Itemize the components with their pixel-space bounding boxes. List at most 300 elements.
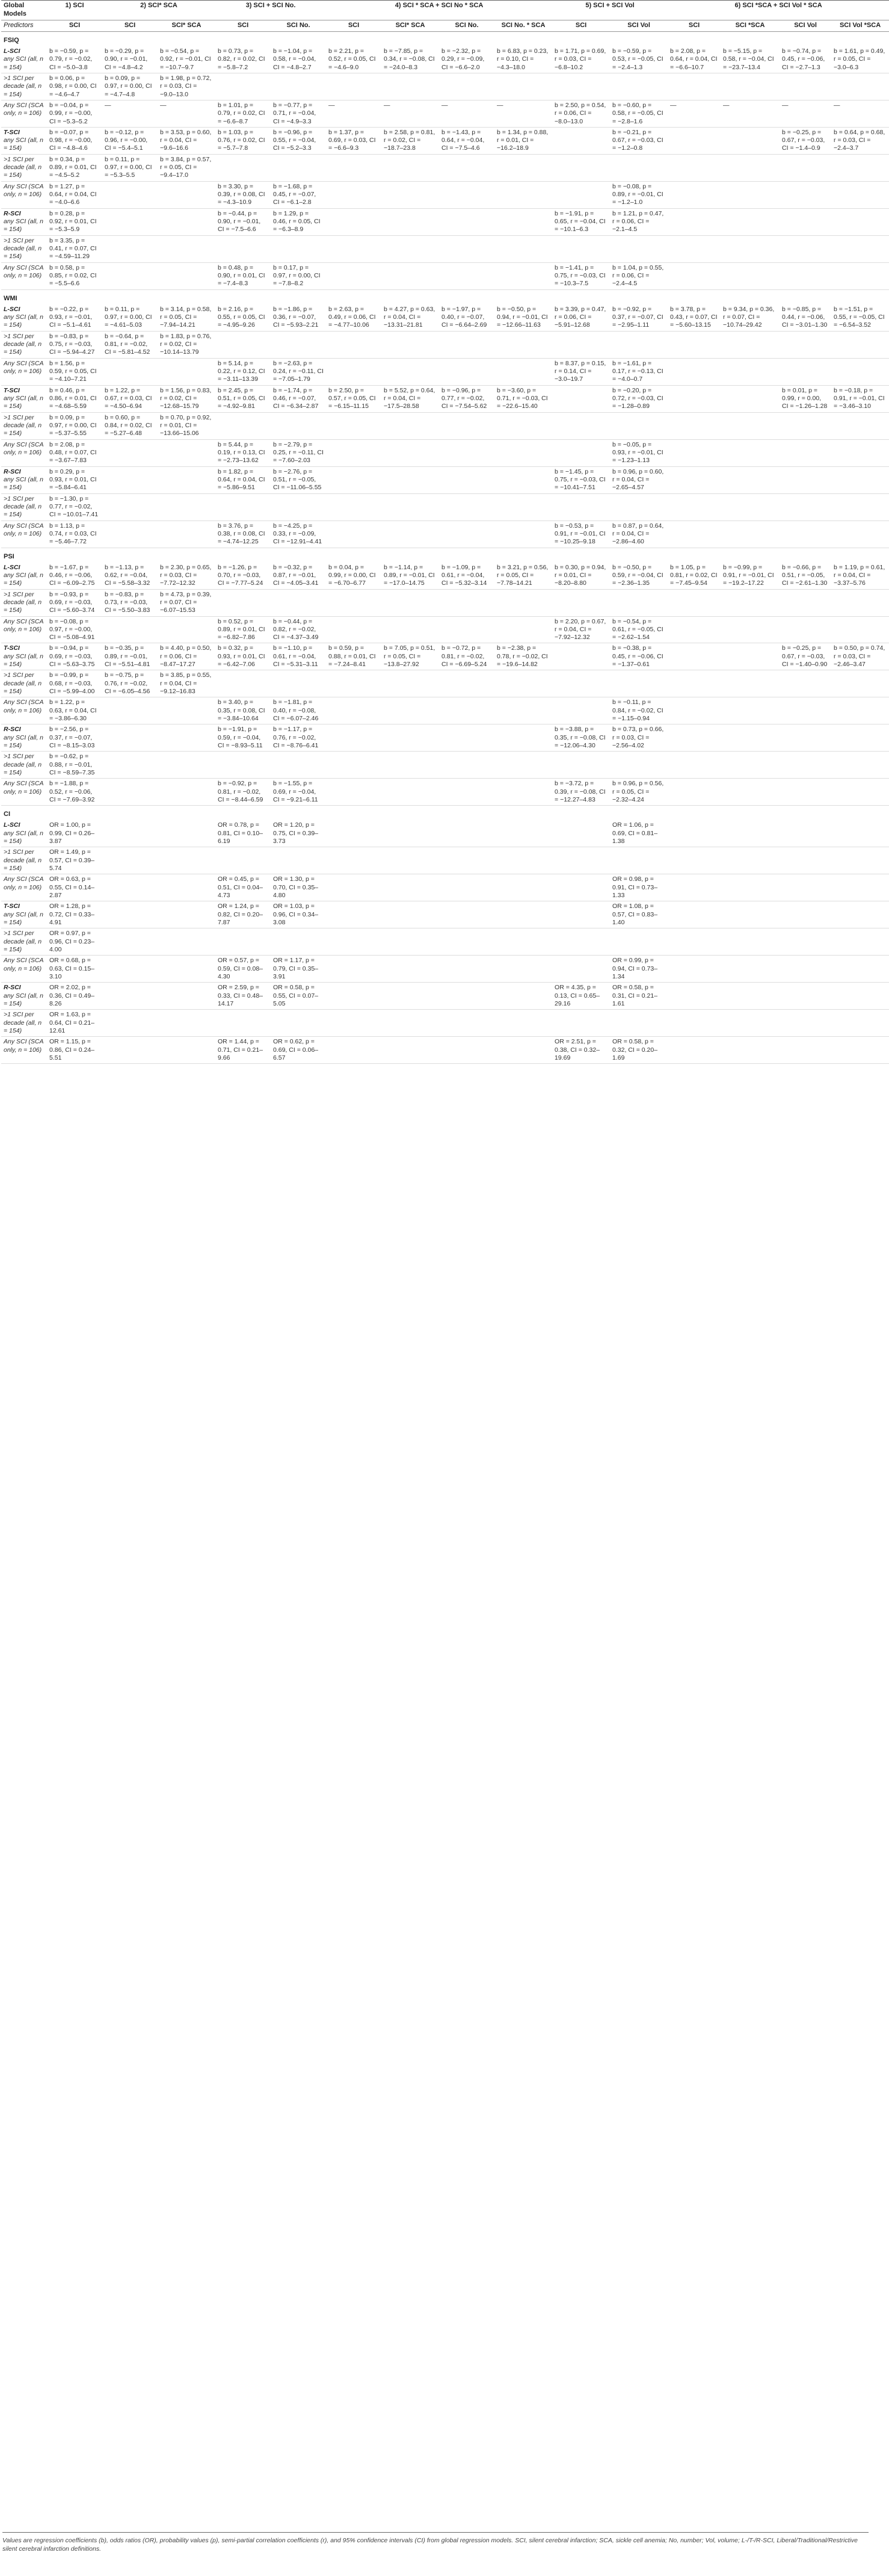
value-cell [721, 1010, 780, 1037]
value-cell [102, 520, 158, 548]
predictor-description: >1 SCI per decade (all, n = 154) [4, 155, 42, 179]
value-cell [552, 385, 610, 412]
table-row [1, 563, 889, 589]
value-cell [439, 235, 494, 262]
predictor-cell [1, 358, 47, 385]
value-cell: b = 1.56, p = 0.59, r = 0.05, CI = −4.10–7.21 [47, 358, 102, 385]
value-cell: b = 2.63, p = 0.49, r = 0.06, CI = −4.77–10.06 [326, 304, 381, 331]
value-cell [780, 616, 831, 643]
value-cell [494, 262, 552, 289]
value-cell [552, 154, 610, 181]
predictor-description: any SCI (all, n = 154) [4, 571, 43, 587]
value-cell [102, 820, 158, 847]
predictor-description: any SCI (all, n = 154) [4, 734, 43, 750]
value-cell: b = 1.29, p = 0.46, r = 0.05, CI = −6.3–8.9 [271, 208, 326, 235]
value-cell [831, 493, 889, 520]
value-cell [831, 181, 889, 208]
value-cell [494, 983, 552, 1010]
value-cell [102, 493, 158, 520]
value-cell [215, 154, 271, 181]
value-cell [721, 820, 780, 847]
value-cell [668, 262, 721, 289]
value-cell: b = 3.84, p = 0.57, r = 0.05, CI = −9.4–17.0 [158, 154, 215, 181]
predictor-description: Any SCI (SCA only, n = 106) [4, 264, 44, 280]
value-cell [831, 697, 889, 724]
value-cell [439, 1037, 494, 1064]
value-cell [721, 493, 780, 520]
predictor-cell [1, 616, 47, 643]
value-cell: b = −1.41, p = 0.75, r = −0.03, CI = −10.3–7.5 [552, 262, 610, 289]
value-cell [158, 1037, 215, 1064]
value-cell [494, 466, 552, 493]
value-cell: b = −1.91, p = 0.65, r = −0.04, CI = −10.1–6.3 [552, 208, 610, 235]
column-header: SCI No. * SCA [494, 20, 552, 31]
predictor-cell [1, 46, 47, 73]
value-cell [552, 956, 610, 983]
value-cell: — [494, 100, 552, 127]
column-header: SCI Vol *SCA [831, 20, 889, 31]
value-cell [102, 358, 158, 385]
predictor-cell [1, 589, 47, 616]
value-cell [494, 697, 552, 724]
value-cell [326, 820, 381, 847]
value-cell [439, 412, 494, 439]
predictor-cell [1, 208, 47, 235]
value-cell [721, 1037, 780, 1064]
value-cell: b = −0.22, p = 0.93, r = −0.01, CI = −5.1–4.61 [47, 304, 102, 331]
value-cell: b = 1.22, p = 0.63, r = 0.04, CI = −3.86–6.30 [47, 697, 102, 724]
value-cell [271, 670, 326, 697]
column-header: SCI No. [439, 20, 494, 31]
predictor-cell [1, 412, 47, 439]
value-cell [668, 208, 721, 235]
value-cell: b = −0.35, p = 0.89, r = −0.01, CI = −5.51–4.81 [102, 643, 158, 670]
value-cell [439, 697, 494, 724]
predictor-cell [1, 956, 47, 983]
value-cell [158, 208, 215, 235]
value-cell [780, 493, 831, 520]
value-cell [271, 235, 326, 262]
value-cell [610, 1010, 668, 1037]
value-cell [158, 901, 215, 928]
predictor-cell [1, 73, 47, 100]
value-cell [215, 493, 271, 520]
value-cell: b = −4.25, p = 0.33, r = −0.09, CI = −12.91–4.41 [271, 520, 326, 548]
value-cell [831, 154, 889, 181]
predictor-description: >1 SCI per decade (all, n = 154) [4, 413, 42, 437]
value-cell: b = 0.46, p = 0.86, r = 0.01, CI = −4.68–5.59 [47, 385, 102, 412]
value-cell [780, 73, 831, 100]
value-cell [158, 520, 215, 548]
value-cell: b = 0.17, p = 0.97, r = 0.00, CI = −7.8–8.2 [271, 262, 326, 289]
value-cell [158, 262, 215, 289]
value-cell [381, 208, 439, 235]
section-label: PSI [4, 552, 14, 560]
value-cell: b = −1.81, p = 0.40, r = −0.08, CI = −6.07–2.46 [271, 697, 326, 724]
value-cell [439, 983, 494, 1010]
value-cell: b = −0.18, p = 0.91, r = −0.01, CI = −3.46–3.10 [831, 385, 889, 412]
value-cell: b = 0.58, p = 0.85, r = 0.02, CI = −5.5–6.6 [47, 262, 102, 289]
model-header: 2) SCI* SCA [102, 1, 215, 20]
value-cell: b = 4.27, p = 0.63, r = 0.04, CI = −13.31–21.81 [381, 304, 439, 331]
value-cell: OR = 0.57, p = 0.59, CI = 0.08–4.30 [215, 956, 271, 983]
value-cell: b = 1.71, p = 0.69, r = 0.03, CI = −6.8–10.2 [552, 46, 610, 73]
value-cell [780, 181, 831, 208]
value-cell: b = −1.14, p = 0.89, r = −0.01, CI = −17.0–14.75 [381, 563, 439, 589]
value-cell [552, 331, 610, 358]
value-cell: b = 0.04, p = 0.99, r = 0.00, CI = −6.70–6.77 [326, 563, 381, 589]
value-cell: b = 1.83, p = 0.76, r = 0.02, CI = −10.14–13.79 [158, 331, 215, 358]
value-cell [439, 928, 494, 956]
value-cell: b = 2.30, p = 0.65, r = 0.03, CI = −7.72–12.32 [158, 563, 215, 589]
value-cell: b = −0.08, p = 0.89, r = −0.01, CI = −1.2–1.0 [610, 181, 668, 208]
value-cell [215, 235, 271, 262]
predictor-cell [1, 752, 47, 779]
predictor-description: any SCI (all, n = 154) [4, 829, 43, 845]
value-cell: b = −0.96, p = 0.77, r = −0.02, CI = −7.54–5.62 [439, 385, 494, 412]
value-cell: b = −0.92, p = 0.81, r = −0.02, CI = −8.44–6.59 [215, 779, 271, 806]
value-cell: OR = 0.78, p = 0.81, CI = 0.10–6.19 [215, 820, 271, 847]
table-row [1, 820, 889, 847]
value-cell [158, 752, 215, 779]
value-cell [271, 589, 326, 616]
value-cell: OR = 0.58, p = 0.32, CI = 0.20–1.69 [610, 1037, 668, 1064]
value-cell [721, 670, 780, 697]
predictor-description: >1 SCI per decade (all, n = 154) [4, 1011, 42, 1034]
value-cell [721, 983, 780, 1010]
value-cell [721, 724, 780, 752]
value-cell: b = 0.48, p = 0.90, r = 0.01, CI = −7.4–8.3 [215, 262, 271, 289]
value-cell: b = 1.37, p = 0.69, r = 0.03, CI = −6.6–9.3 [326, 127, 381, 154]
value-cell [326, 235, 381, 262]
value-cell [439, 847, 494, 874]
table-row [1, 670, 889, 697]
value-cell: b = 1.27, p = 0.64, r = 0.04, CI = −4.0–6.6 [47, 181, 102, 208]
value-cell [102, 466, 158, 493]
value-cell [831, 724, 889, 752]
value-cell: b = 2.50, p = 0.54, r = 0.06, CI = −8.0–13.0 [552, 100, 610, 127]
value-cell [158, 847, 215, 874]
value-cell [494, 358, 552, 385]
value-cell [326, 697, 381, 724]
value-cell [381, 358, 439, 385]
value-cell [780, 752, 831, 779]
predictor-description: any SCI (all, n = 154) [4, 218, 43, 233]
value-cell [831, 670, 889, 697]
value-cell [780, 331, 831, 358]
value-cell [381, 1037, 439, 1064]
predictor-description: any SCI (all, n = 154) [4, 314, 43, 329]
value-cell [610, 752, 668, 779]
value-cell [381, 956, 439, 983]
column-header: SCI [552, 20, 610, 31]
value-cell [780, 779, 831, 806]
predictor-cell [1, 331, 47, 358]
value-cell [158, 235, 215, 262]
value-cell [721, 928, 780, 956]
value-cell [721, 643, 780, 670]
value-cell [381, 983, 439, 1010]
value-cell: b = 2.20, p = 0.67, r = 0.04, CI = −7.92–12.32 [552, 616, 610, 643]
value-cell: b = 0.87, p = 0.64, r = 0.04, CI = −2.86–4.60 [610, 520, 668, 548]
value-cell [552, 127, 610, 154]
value-cell [494, 779, 552, 806]
value-cell [381, 820, 439, 847]
value-cell: b = 3.53, p = 0.60, r = 0.04, CI = −9.6–16.6 [158, 127, 215, 154]
value-cell: OR = 2.51, p = 0.38, CI = 0.32–19.69 [552, 1037, 610, 1064]
value-cell [158, 493, 215, 520]
value-cell: b = −1.74, p = 0.46, r = −0.07, CI = −6.34–2.87 [271, 385, 326, 412]
value-cell [381, 752, 439, 779]
value-cell: OR = 1.06, p = 0.69, CI = 0.81–1.38 [610, 820, 668, 847]
value-cell [610, 412, 668, 439]
value-cell [494, 208, 552, 235]
value-cell: b = 1.98, p = 0.72, r = 0.03, CI = −9.0–13.0 [158, 73, 215, 100]
model-header: 5) SCI + SCI Vol [552, 1, 668, 20]
value-cell: OR = 1.15, p = 0.86, CI = 0.24–5.51 [47, 1037, 102, 1064]
value-cell [494, 820, 552, 847]
value-cell: b = −0.59, p = 0.53, r = −0.05, CI = −2.4–1.3 [610, 46, 668, 73]
value-cell: b = 1.34, p = 0.88, r = 0.01, CI = −16.2–18.9 [494, 127, 552, 154]
value-cell: b = 0.64, p = 0.68, r = 0.03, CI = −2.4–3.7 [831, 127, 889, 154]
value-cell [494, 670, 552, 697]
value-cell [158, 956, 215, 983]
value-cell: b = −0.53, p = 0.91, r = −0.01, CI = −10.25–9.18 [552, 520, 610, 548]
value-cell: b = −1.17, p = 0.76, r = −0.02, CI = −8.76–6.41 [271, 724, 326, 752]
value-cell: b = −0.59, p = 0.79, r = −0.02, CI = −5.0–3.8 [47, 46, 102, 73]
value-cell [552, 643, 610, 670]
value-cell: b = 6.83, p = 0.23, r = 0.10, CI = −4.3–18.0 [494, 46, 552, 73]
value-cell: b = 0.01, p = 0.99, r = 0.00, CI = −1.26–1.28 [780, 385, 831, 412]
value-cell: b = 0.09, p = 0.97, r = 0.00, CI = −5.37–5.55 [47, 412, 102, 439]
column-header: SCI* SCA [158, 20, 215, 31]
value-cell [271, 331, 326, 358]
value-cell: OR = 1.44, p = 0.71, CI = 0.21–9.66 [215, 1037, 271, 1064]
value-cell [668, 493, 721, 520]
value-cell: b = −0.93, p = 0.69, r = −0.03, CI = −5.60–3.74 [47, 589, 102, 616]
value-cell [271, 752, 326, 779]
value-cell [326, 901, 381, 928]
value-cell [326, 358, 381, 385]
value-cell [494, 520, 552, 548]
value-cell [780, 820, 831, 847]
value-cell: b = 1.82, p = 0.64, r = 0.04, CI = −5.86–9.51 [215, 466, 271, 493]
value-cell [494, 439, 552, 466]
value-cell [668, 235, 721, 262]
value-cell [721, 901, 780, 928]
value-cell [780, 956, 831, 983]
table-row [1, 1010, 889, 1037]
value-cell [552, 493, 610, 520]
value-cell [326, 724, 381, 752]
value-cell: b = 0.96, p = 0.56, r = 0.05, CI = −2.32–4.24 [610, 779, 668, 806]
value-cell [780, 466, 831, 493]
value-cell [831, 439, 889, 466]
value-cell: b = −2.32, p = 0.29, r = −0.09, CI = −6.6–2.0 [439, 46, 494, 73]
value-cell [215, 73, 271, 100]
value-cell [326, 956, 381, 983]
value-cell [494, 181, 552, 208]
value-cell: b = −0.29, p = 0.90, r = −0.01, CI = −4.8–4.2 [102, 46, 158, 73]
value-cell [780, 412, 831, 439]
value-cell [439, 670, 494, 697]
value-cell [439, 520, 494, 548]
value-cell [780, 847, 831, 874]
value-cell: b = −0.04, p = 0.99, r = −0.00, CI = −5.3–5.2 [47, 100, 102, 127]
value-cell: b = 2.21, p = 0.52, r = 0.05, CI = −4.6–9.0 [326, 46, 381, 73]
value-cell: OR = 0.97, p = 0.96, CI = 0.23–4.00 [47, 928, 102, 956]
value-cell: b = 0.50, p = 0.74, r = 0.03, CI = −2.46–3.47 [831, 643, 889, 670]
value-cell [668, 643, 721, 670]
value-cell [552, 181, 610, 208]
value-cell: b = −0.92, p = 0.37, r = −0.07, CI = −2.95–1.11 [610, 304, 668, 331]
value-cell [158, 820, 215, 847]
value-cell [831, 520, 889, 548]
section-label: CI [4, 811, 10, 818]
predictor-description: Any SCI (SCA only, n = 106) [4, 617, 44, 633]
predictor-name: R-SCI [4, 984, 21, 992]
predictor-cell [1, 262, 47, 289]
value-cell: OR = 1.30, p = 0.70, CI = 0.35–4.80 [271, 874, 326, 901]
value-cell: b = −0.44, p = 0.90, r = −0.01, CI = −7.5–6.6 [215, 208, 271, 235]
value-cell [780, 589, 831, 616]
value-cell [102, 1037, 158, 1064]
value-cell: OR = 0.68, p = 0.63, CI = 0.15–3.10 [47, 956, 102, 983]
table-row [1, 779, 889, 806]
table-row [1, 724, 889, 752]
predictor-cell [1, 466, 47, 493]
value-cell [721, 208, 780, 235]
predictor-cell [1, 235, 47, 262]
value-cell [831, 820, 889, 847]
value-cell: b = 0.09, p = 0.97, r = 0.00, CI = −4.7–4.8 [102, 73, 158, 100]
predictor-description: >1 SCI per decade (all, n = 154) [4, 590, 42, 614]
value-cell [780, 670, 831, 697]
value-cell [780, 928, 831, 956]
value-cell: b = −0.12, p = 0.96, r = −0.00, CI = −5.4–5.1 [102, 127, 158, 154]
value-cell: b = 0.32, p = 0.93, r = 0.01, CI = −6.42–7.06 [215, 643, 271, 670]
table-row [1, 358, 889, 385]
predictor-description: Any SCI (SCA only, n = 106) [4, 699, 44, 714]
value-cell: b = 1.22, p = 0.67, r = 0.03, CI = −4.50–6.94 [102, 385, 158, 412]
value-cell [831, 752, 889, 779]
value-cell: OR = 1.20, p = 0.75, CI = 0.39–3.73 [271, 820, 326, 847]
value-cell [271, 412, 326, 439]
value-cell [494, 616, 552, 643]
value-cell [102, 439, 158, 466]
value-cell [439, 358, 494, 385]
value-cell [780, 439, 831, 466]
value-cell [721, 385, 780, 412]
value-cell [494, 73, 552, 100]
value-cell [102, 697, 158, 724]
predictor-cell [1, 181, 47, 208]
value-cell: b = −1.13, p = 0.62, r = −0.04, CI = −5.58–3.32 [102, 563, 158, 589]
table-row [1, 262, 889, 289]
value-cell: b = −0.50, p = 0.59, r = −0.04, CI = −2.36–1.35 [610, 563, 668, 589]
table-row [1, 127, 889, 154]
value-cell [831, 616, 889, 643]
section-label: FSIQ [4, 36, 19, 44]
predictor-name: L-SCI [4, 305, 20, 313]
predictor-name: T-SCI [4, 386, 20, 394]
value-cell [102, 983, 158, 1010]
value-cell [439, 589, 494, 616]
value-cell [668, 589, 721, 616]
value-cell [831, 956, 889, 983]
value-cell: b = 0.73, p = 0.82, r = 0.02, CI = −5.8–7.2 [215, 46, 271, 73]
value-cell: b = 3.78, p = 0.43, r = 0.07, CI = −5.60–13.15 [668, 304, 721, 331]
value-cell: b = −1.91, p = 0.59, r = −0.04, CI = −8.93–5.11 [215, 724, 271, 752]
value-cell [668, 847, 721, 874]
value-cell [552, 1010, 610, 1037]
value-cell: b = 0.60, p = 0.84, r = 0.02, CI = −5.27–6.48 [102, 412, 158, 439]
value-cell: b = 0.34, p = 0.89, r = 0.01, CI = −4.5–5.2 [47, 154, 102, 181]
value-cell [326, 847, 381, 874]
predictor-description: Any SCI (SCA only, n = 106) [4, 780, 44, 795]
table-row [1, 983, 889, 1010]
value-cell: b = −0.96, p = 0.55, r = −0.04, CI = −5.2–3.3 [271, 127, 326, 154]
value-cell: b = −1.67, p = 0.46, r = −0.06, CI = −6.09–2.75 [47, 563, 102, 589]
value-cell: b = 3.85, p = 0.55, r = 0.04, CI = −9.12–16.83 [158, 670, 215, 697]
value-cell [381, 670, 439, 697]
value-cell [494, 493, 552, 520]
value-cell [831, 874, 889, 901]
value-cell [668, 73, 721, 100]
value-cell [780, 154, 831, 181]
value-cell [439, 466, 494, 493]
value-cell [721, 956, 780, 983]
value-cell [668, 466, 721, 493]
model-header: 4) SCI * SCA + SCI No * SCA [326, 1, 552, 20]
value-cell [668, 928, 721, 956]
value-cell [439, 331, 494, 358]
column-header: SCI [102, 20, 158, 31]
value-cell: — [439, 100, 494, 127]
value-cell: b = −0.60, p = 0.58, r = −0.05, CI = −2.8–1.6 [610, 100, 668, 127]
predictor-description: >1 SCI per decade (all, n = 154) [4, 930, 42, 953]
value-cell [381, 901, 439, 928]
value-cell [158, 181, 215, 208]
table-row [1, 847, 889, 874]
value-cell: b = 0.59, p = 0.88, r = 0.01, CI = −7.24–8.41 [326, 643, 381, 670]
model-header: 3) SCI + SCI No. [215, 1, 326, 20]
value-cell [610, 670, 668, 697]
value-cell: b = 1.61, p = 0.49, r = 0.05, CI = −3.0–6.3 [831, 46, 889, 73]
value-cell [381, 466, 439, 493]
predictor-cell [1, 563, 47, 589]
value-cell: b = 0.96, p = 0.60, r = 0.04, CI = −2.65–4.57 [610, 466, 668, 493]
value-cell [381, 874, 439, 901]
value-cell: b = −2.79, p = 0.25, r = −0.11, CI = −7.60–2.03 [271, 439, 326, 466]
predictor-cell [1, 874, 47, 901]
value-cell [215, 331, 271, 358]
value-cell [439, 181, 494, 208]
value-cell [271, 847, 326, 874]
value-cell: b = −2.63, p = 0.24, r = −0.11, CI = −7.05–1.79 [271, 358, 326, 385]
predictor-description: Any SCI (SCA only, n = 106) [4, 182, 44, 199]
value-cell: b = −0.25, p = 0.67, r = −0.03, CI = −1.4–0.9 [780, 127, 831, 154]
value-cell: — [158, 100, 215, 127]
column-header: SCI [326, 20, 381, 31]
value-cell [326, 154, 381, 181]
value-cell [439, 752, 494, 779]
predictor-cell [1, 697, 47, 724]
value-cell [326, 439, 381, 466]
predictor-cell [1, 1037, 47, 1064]
value-cell: b = −0.21, p = 0.67, r = −0.03, CI = −1.2–0.8 [610, 127, 668, 154]
value-cell: b = 1.01, p = 0.79, r = 0.02, CI = −6.6–8.7 [215, 100, 271, 127]
